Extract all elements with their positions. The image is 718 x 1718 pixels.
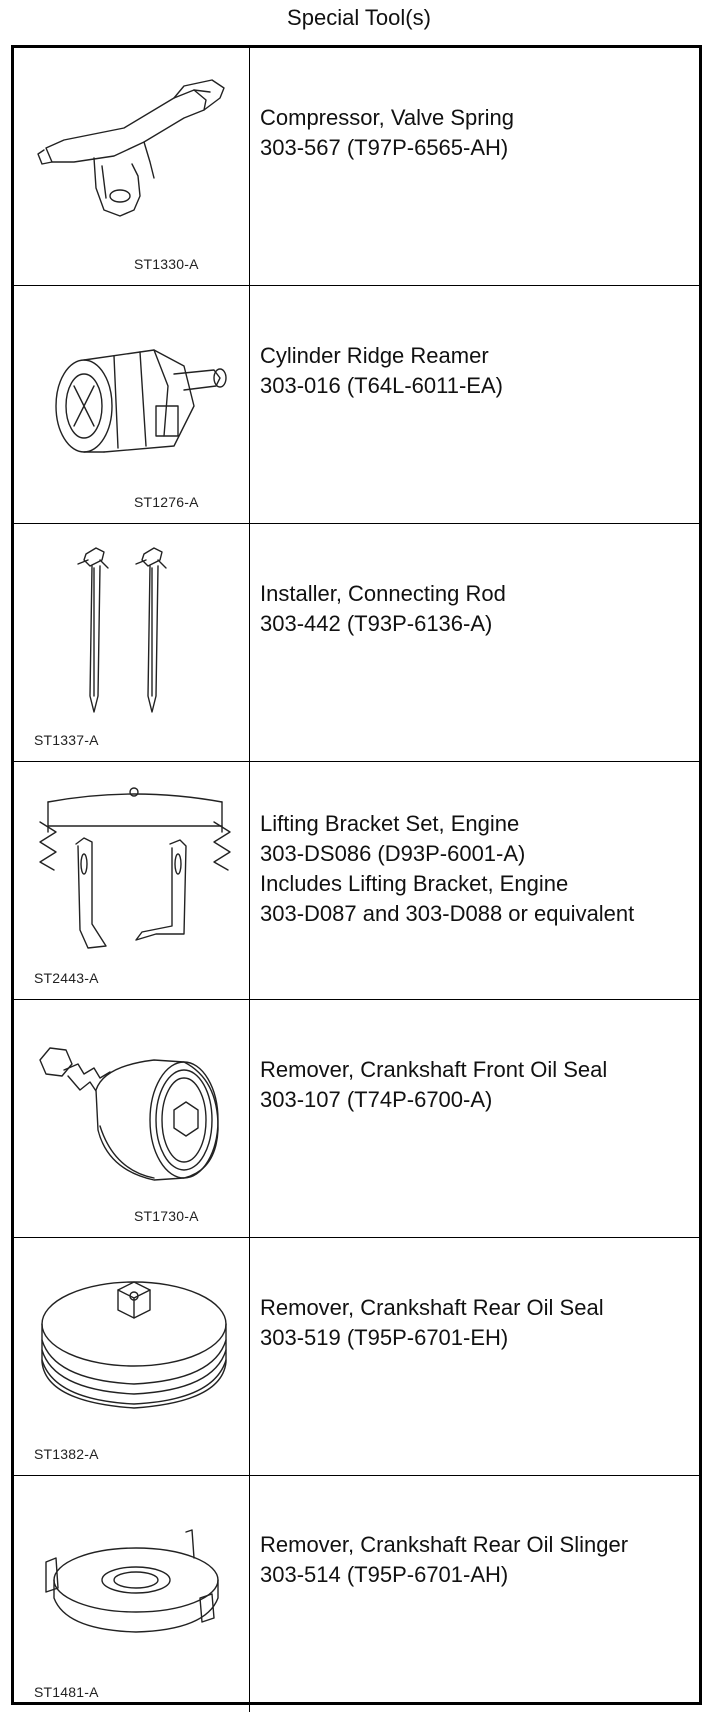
tool-image-cell <box>14 1000 250 1237</box>
tool-name: Remover, Crankshaft Rear Oil Seal <box>260 1294 604 1320</box>
connecting-rod-installer-icon <box>64 546 194 716</box>
tool-code: ST1330-A <box>134 256 199 272</box>
tool-description-cell <box>250 1476 699 1712</box>
tool-code: ST1730-A <box>134 1208 199 1224</box>
tool-image-cell <box>14 524 250 761</box>
tool-number: 303-016 (T64L-6011-EA) <box>260 372 503 398</box>
engine-lifting-bracket-set-icon <box>26 784 240 954</box>
tool-row <box>14 286 699 524</box>
tool-row <box>14 1238 699 1476</box>
tool-row <box>14 48 699 286</box>
tool-row <box>14 1476 699 1712</box>
special-tools-table <box>11 45 702 1705</box>
tool-includes: Includes Lifting Bracket, Engine <box>260 870 569 896</box>
tool-image-cell <box>14 286 250 523</box>
tool-number: 303-DS086 (D93P-6001-A) <box>260 840 526 866</box>
tool-code: ST1276-A <box>134 494 199 510</box>
tool-code: ST2443-A <box>34 970 99 986</box>
tool-code: ST1382-A <box>34 1446 99 1462</box>
tool-image-cell <box>14 1476 250 1712</box>
tool-image-cell <box>14 762 250 999</box>
tool-name: Remover, Crankshaft Front Oil Seal <box>260 1056 608 1082</box>
tool-code: ST1337-A <box>34 732 99 748</box>
tool-image-cell <box>14 48 250 285</box>
tool-name: Cylinder Ridge Reamer <box>260 342 489 368</box>
tool-description-cell <box>250 762 699 999</box>
cylinder-ridge-reamer-icon <box>44 326 234 466</box>
tool-includes-numbers: 303-D087 and 303-D088 or equivalent <box>260 900 635 926</box>
front-oil-seal-remover-icon <box>34 1030 234 1190</box>
tool-description-cell <box>250 524 699 761</box>
rear-oil-slinger-remover-icon <box>36 1518 232 1648</box>
tool-image-cell <box>14 1238 250 1475</box>
tool-description-cell <box>250 48 699 285</box>
tool-number: 303-519 (T95P-6701-EH) <box>260 1324 509 1350</box>
tool-row <box>14 524 699 762</box>
page-title: Special Tool(s) <box>287 5 431 30</box>
tool-name: Remover, Crankshaft Rear Oil Slinger <box>260 1532 629 1557</box>
tool-description-cell <box>250 1000 699 1237</box>
tool-name: Compressor, Valve Spring <box>260 104 514 130</box>
tool-name: Installer, Connecting Rod <box>260 580 506 606</box>
rear-oil-seal-remover-icon <box>34 1262 234 1422</box>
tool-name: Lifting Bracket Set, Engine <box>260 810 520 836</box>
tool-description-cell <box>250 286 699 523</box>
valve-spring-compressor-icon <box>34 78 234 228</box>
tool-description-cell <box>250 1238 699 1475</box>
tool-number: 303-514 (T95P-6701-AH) <box>260 1562 509 1587</box>
tool-number: 303-442 (T93P-6136-A) <box>260 610 493 636</box>
tool-code: ST1481-A <box>34 1684 99 1700</box>
tool-number: 303-107 (T74P-6700-A) <box>260 1086 493 1112</box>
tool-row <box>14 762 699 1000</box>
tool-row <box>14 1000 699 1238</box>
tool-number: 303-567 (T97P-6565-AH) <box>260 134 509 160</box>
